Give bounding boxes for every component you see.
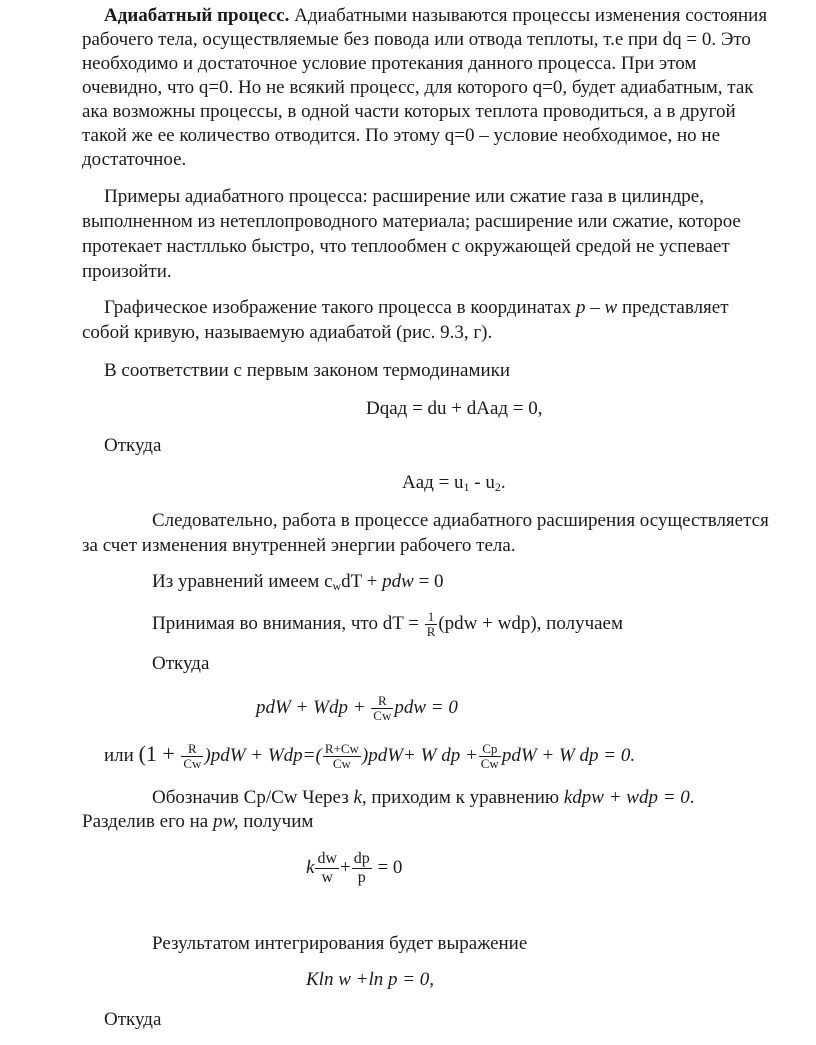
paragraph-line: Результатом интегрирования будет выражение [152, 933, 528, 954]
paragraph-line: Следовательно, работа в процессе адиабатного расширения осуществляется [152, 510, 769, 531]
paragraph-line: рабочего тела, осуществляемые без повода или отвода теплоты, т.е при dq = 0. Это [82, 29, 751, 50]
paragraph-line: собой кривую, называемую адиабатой (рис. 9.3, г). [82, 322, 493, 343]
paragraph-line: ака возможны процессы, в одной части которых теплота проводиться, а в другой [82, 101, 736, 122]
paragraph-line: В соответствии с первым законом термодинамики [104, 360, 511, 381]
paragraph-line: Откуда [152, 653, 210, 674]
paragraph-line: такой же ее количество отводится. По этому q=0 – условие необходимое, но не [82, 125, 721, 146]
equation-first-law: Dqад = du + dAад = 0, [366, 398, 543, 419]
fraction: $\frac{dw}{w}$ [317, 850, 337, 886]
paragraph-line: Откуда [104, 1009, 162, 1030]
equation-separated: k $\frac{dw}{w}$ + $\frac{dp}{p}$ = 0 [306, 850, 403, 886]
equation-differential: pdW + Wdp + $\frac{R}{Cw}$ pdw = 0 [256, 693, 458, 723]
equation-integrated: Kln w +ln p = 0, [306, 969, 435, 990]
paragraph-line: Графическое изображение такого процесса в координатах p – w представляет [104, 297, 729, 318]
fraction: $\frac{R+Cw}{Cw}$ [324, 741, 359, 772]
paragraph-line: за счет изменения внутренней энергии рабочего тела. [82, 535, 516, 556]
paragraph-line: достаточное. [82, 149, 187, 170]
equation-combined: или (1 + $\frac{R}{Cw}$ )pdW + Wdp=( $\frac{R+Cw}{Cw}$ )pdW+ W dp + $\frac{Cp}{Cw}$ pdW + W dp = 0. [104, 741, 636, 772]
fraction: $\frac{1}{R}$ [426, 609, 436, 639]
paragraph-line: Откуда [104, 435, 162, 456]
section-heading: Адиабатный процесс. [104, 5, 290, 26]
paragraph-line: произойти. [82, 261, 172, 282]
paragraph-line: протекает настллько быстро, что теплообмен с окружающей средой не успевает [82, 236, 730, 257]
paragraph-line: Примеры адиабатного процесса: расширение или сжатие газа в цилиндре, [104, 186, 704, 207]
fraction: $\frac{R}{Cw}$ [373, 693, 392, 723]
fraction: $\frac{Cp}{Cw}$ [480, 741, 499, 772]
equation-work: Aад = $u_1 - u_2$. [402, 472, 506, 494]
paragraph-line: очевидно, что q=0. Но не всякий процесс, для которого q=0, будет адиабатным, так [82, 77, 754, 98]
fraction: $\frac{dp}{p}$ [353, 850, 370, 886]
fraction: $\frac{R}{Cw}$ [183, 741, 202, 772]
paragraph-line: Разделив его на pw, получим [82, 811, 314, 832]
paragraph-line: необходимо и достаточное условие протекания данного процесса. При этом [82, 53, 697, 74]
paragraph-line: Из уравнений имеем $c_wdT$ + pdw = 0 [152, 571, 444, 593]
paragraph-line: Принимая во внимания, что dT = $\frac{1}{R}$ (pdw + wdp), получаем [152, 609, 624, 639]
paragraph-line: Адиабатный процесс. Адиабатными называются процессы изменения состояния [104, 5, 768, 26]
paragraph-line: Обозначив Cp/Cw Через k, приходим к уравнению kdpw + wdp = 0. [152, 787, 695, 808]
paragraph-line: выполненном из нетеплопроводного материала; расширение или сжатие, которое [82, 211, 741, 232]
